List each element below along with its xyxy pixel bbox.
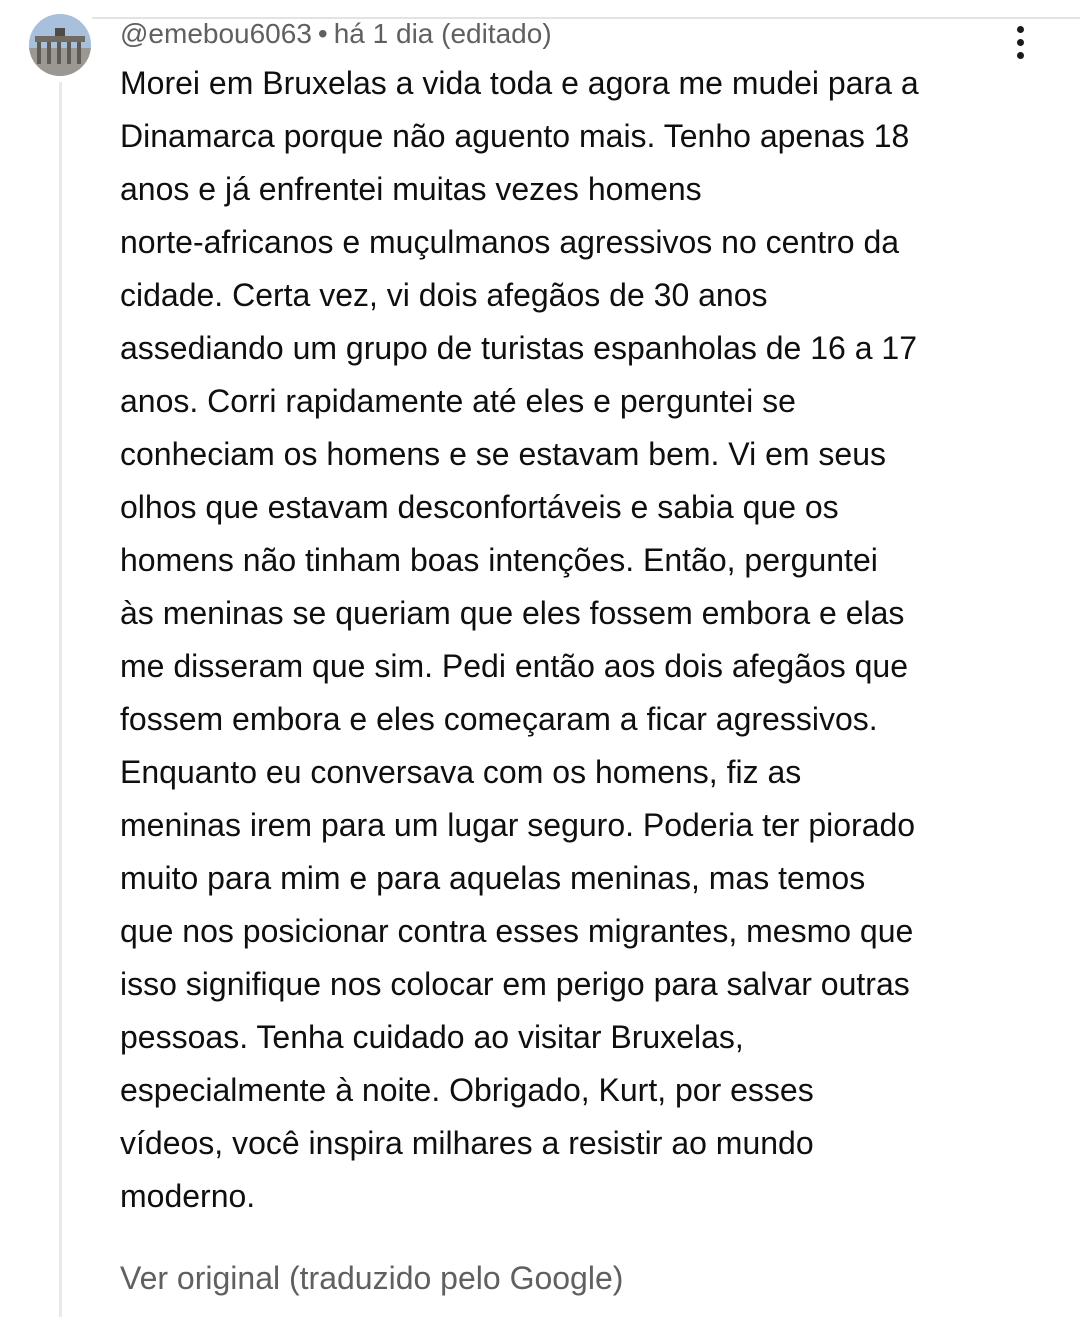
avatar-image — [29, 14, 91, 76]
comment-line: meninas irem para um lugar seguro. Poderia ter piorado — [120, 807, 916, 843]
comment-line: anos e já enfrentei muitas vezes homens — [120, 171, 702, 207]
comment-line: homens não tinham boas intenções. Então, perguntei — [120, 542, 878, 578]
comment-line: que nos posicionar contra esses migrantes, mesmo que — [120, 913, 914, 949]
comment-line: Dinamarca porque não aguento mais. Tenho apenas 18 — [120, 118, 910, 154]
comment-line: especialmente à noite. Obrigado, Kurt, por esses — [120, 1072, 814, 1108]
comment-line: anos. Corri rapidamente até eles e perguntei se — [120, 383, 796, 419]
see-original-link[interactable]: Ver original (traduzido pelo Google) — [120, 1260, 624, 1296]
comment-text — [120, 57, 1020, 1223]
comment-line: Morei em Bruxelas a vida toda e agora me mudei para a — [120, 65, 919, 101]
more-options-button[interactable] — [1002, 22, 1038, 62]
comment-line: olhos que estavam desconfortáveis e sabia que os — [120, 489, 839, 525]
header-separator: • — [317, 18, 328, 49]
author-handle[interactable]: @emebou6063 — [120, 18, 312, 49]
comment-line: fossem embora e eles começaram a ficar agressivos. — [120, 701, 878, 737]
comment-line: isso signifique nos colocar em perigo para salvar outras — [120, 966, 910, 1002]
more-vertical-icon — [1017, 26, 1024, 33]
comment-line: norte-africanos e muçulmanos agressivos no centro da — [120, 224, 900, 260]
more-vertical-icon-dot — [1017, 39, 1024, 46]
comment-line: assediando um grupo de turistas espanholas de 16 a 17 — [120, 330, 917, 366]
comment-line: cidade. Certa vez, vi dois afegãos de 30 anos — [120, 277, 768, 313]
comment-line: vídeos, você inspira milhares a resistir ao mundo — [120, 1125, 814, 1161]
comment-timestamp: há 1 dia (editado) — [333, 18, 552, 49]
comment-line: às meninas se queriam que eles fossem embora e elas — [120, 595, 905, 631]
user-avatar[interactable] — [29, 14, 91, 76]
comment-line: pessoas. Tenha cuidado ao visitar Bruxelas, — [120, 1019, 744, 1055]
comment-header — [120, 14, 552, 54]
comment-line: Enquanto eu conversava com os homens, fiz as — [120, 754, 802, 790]
comment-line: me disseram que sim. Pedi então aos dois afegãos que — [120, 648, 909, 684]
comment-line: conheciam os homens e se estavam bem. Vi em seus — [120, 436, 886, 472]
comment-line: muito para mim e para aquelas meninas, mas temos — [120, 860, 866, 896]
thread-line — [59, 82, 62, 1317]
comment-line: moderno. — [120, 1178, 256, 1214]
